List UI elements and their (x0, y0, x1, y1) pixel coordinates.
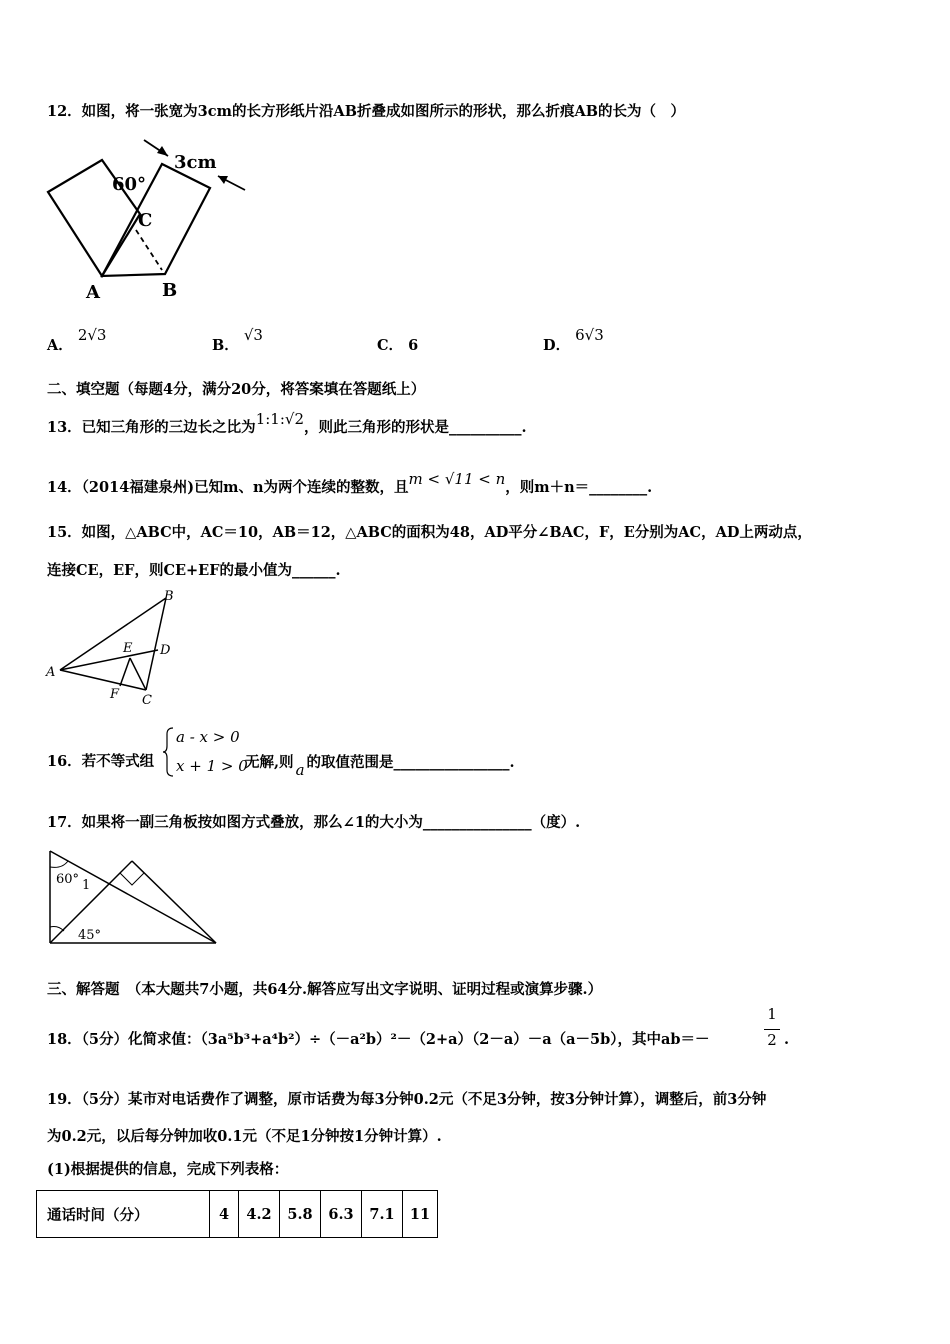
q18-suffix: . (784, 1031, 790, 1048)
q12-option-b-letter: B． (212, 337, 239, 354)
q16-suffix: 的取值范围是________________. (306, 754, 515, 771)
q13-suffix: ，则此三角形的形状是__________. (303, 419, 527, 436)
q19-table-cell: 4.2 (239, 1191, 280, 1238)
q19-table-cell: 4 (210, 1191, 239, 1238)
q12-angle-label: 60° (112, 174, 147, 195)
q12-option-d-value: 6√3 (575, 326, 604, 344)
q12-option-c-letter: C． (377, 337, 404, 354)
q12-option-a-value: 2√3 (77, 326, 107, 344)
q19-table-header: 通话时间（分） (37, 1191, 210, 1238)
q18-prefix: 18．（5分）化简求值：（3a⁵b³+a⁴b²）÷（－a²b）²－（2+a）（2－a）－a（a－5b），其中ab＝－ (47, 1031, 710, 1048)
q15-point-c: C (142, 693, 152, 708)
q16-ineq2: x + 1 > 0 (176, 757, 248, 775)
q15-line1: 15．如图，△ABC中，AC＝10，AB＝12，△ABC的面积为48，AD平分∠BAC，F，E分别为AC，AD上两动点， (47, 524, 812, 541)
q12-width-label: 3cm (174, 152, 217, 173)
q12-point-b: B (162, 280, 178, 301)
q16-brace (163, 726, 175, 778)
q16-middle: 无解,则 (245, 754, 294, 771)
q18-frac-bar (764, 1029, 780, 1030)
q19-line2: 为0.2元，以后每分钟加收0.1元（不足1分钟按1分钟计算）. (47, 1128, 442, 1145)
q15-point-d: D (160, 643, 171, 658)
q14-inequality: m < √11 < n (408, 470, 506, 488)
q15-point-a: A (46, 665, 56, 680)
q13-ratio: 1:1:√2 (255, 410, 304, 428)
section2-title: 二、填空题（每题4分，满分20分，将答案填在答题纸上） (47, 381, 426, 398)
q14-suffix: ，则m＋n＝________. (505, 479, 653, 496)
q12-option-c[interactable] (377, 334, 418, 355)
q17-figure (44, 845, 224, 950)
q13-prefix: 13．已知三角形的三边长之比为 (47, 419, 256, 436)
section3-title: 三、解答题 （本大题共7小题，共64分.解答应写出文字说明、证明过程或演算步骤.） (47, 981, 603, 998)
q17-angle60: 60° (56, 872, 80, 887)
q13 (47, 410, 527, 438)
q18-frac-num: 1 (767, 1005, 777, 1023)
q12-option-d[interactable] (543, 326, 604, 355)
q15-line2: 连接CE，EF，则CE+EF的最小值为______. (47, 562, 341, 579)
q12-option-a[interactable] (47, 326, 107, 355)
q12-option-b[interactable] (212, 326, 263, 355)
q12-option-d-letter: D． (543, 337, 571, 354)
table-row (37, 1191, 438, 1238)
q16-var: a (295, 761, 305, 779)
q19-line1: 19．（5分）某市对电话费作了调整，原市话费为每3分钟0.2元（不足3分钟，按3分钟计算），调整后，前3分钟 (47, 1091, 767, 1108)
q19-table-cell: 11 (403, 1191, 438, 1238)
q12-option-a-letter: A． (47, 337, 73, 354)
q16-rest (245, 752, 515, 779)
q12-point-c: C (138, 210, 153, 231)
q17-angle45: 45° (78, 928, 102, 943)
q12-option-b-value: √3 (243, 326, 263, 344)
q12-figure (40, 130, 260, 310)
q12-point-a: A (86, 282, 100, 303)
q17-angle1: 1 (82, 878, 91, 893)
q12-stem: 12．如图，将一张宽为3cm的长方形纸片沿AB折叠成如图所示的形状，那么折痕AB的长为（ ） (47, 103, 685, 120)
q15-figure (40, 588, 190, 713)
q18-frac-den: 2 (767, 1031, 777, 1049)
q19-table (36, 1190, 438, 1238)
q14 (47, 470, 653, 498)
q14-prefix: 14．（2014福建泉州)已知m、n为两个连续的整数，且 (47, 479, 409, 496)
q12-option-c-value: 6 (408, 337, 419, 354)
q15-point-b: B (164, 589, 174, 604)
q19-table-cell: 6.3 (321, 1191, 362, 1238)
q15-point-e: E (123, 641, 133, 656)
q16-ineq1: a - x > 0 (176, 728, 240, 746)
q18 (47, 1030, 710, 1050)
q16-prefix: 16．若不等式组 (47, 753, 155, 770)
q19-table-cell: 7.1 (362, 1191, 403, 1238)
q19-table-cell: 5.8 (280, 1191, 321, 1238)
q19-part1: (1)根据提供的信息，完成下列表格： (47, 1161, 289, 1178)
q17-stem: 17．如果将一副三角板按如图方式叠放，那么∠1的大小为_______________（度）. (47, 814, 581, 831)
q15-point-f: F (110, 687, 120, 702)
